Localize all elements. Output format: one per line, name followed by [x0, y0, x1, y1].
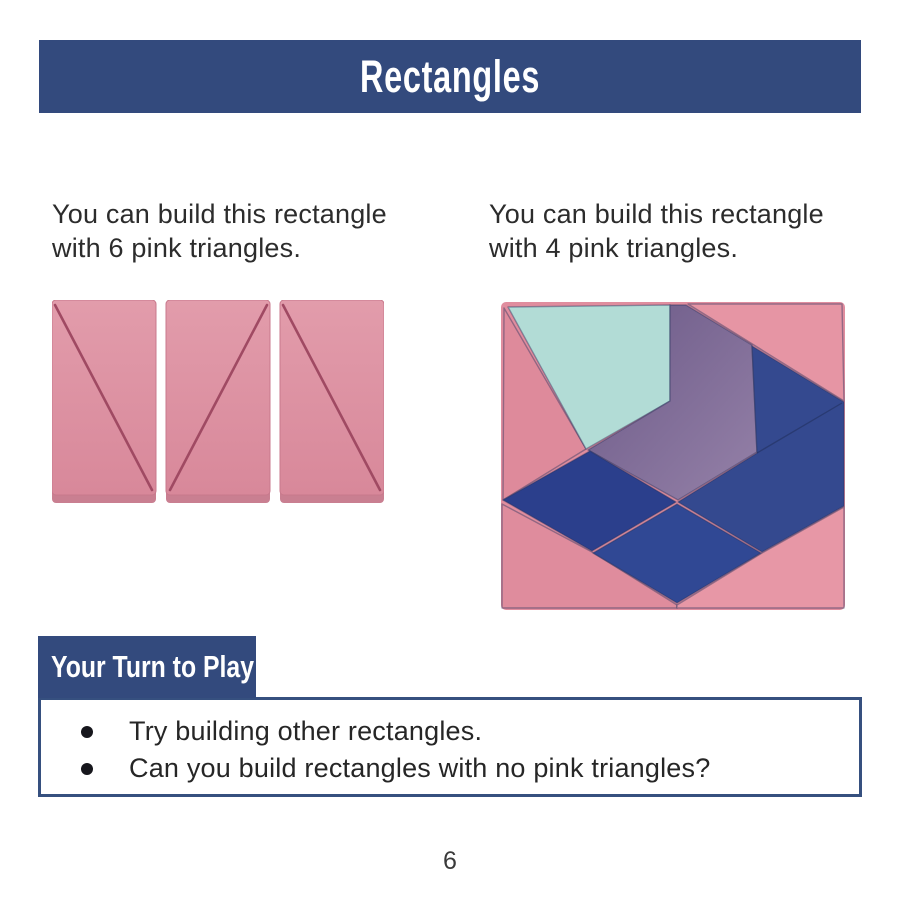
pink-block-1	[52, 300, 156, 503]
bullet-text: Can you build rectangles with no pink triangles?	[129, 753, 711, 783]
your-turn-box	[38, 697, 862, 797]
bullet-item	[41, 750, 859, 787]
caption-line: You can build this rectangle	[52, 199, 387, 229]
pink-block-3	[280, 300, 384, 503]
page-header-banner	[39, 40, 861, 113]
bullet-text: Try building other rectangles.	[129, 716, 483, 746]
bullet-item	[41, 713, 859, 750]
page-title: Rectangles	[359, 50, 541, 102]
caption-line: with 6 pink triangles.	[52, 233, 302, 263]
your-turn-banner-label: Your Turn to Play	[51, 649, 255, 684]
caption-six-triangles	[52, 197, 472, 265]
figure-six-pink-triangles	[52, 300, 384, 505]
caption-line: You can build this rectangle	[489, 199, 824, 229]
bullet-dot-icon	[81, 763, 93, 775]
bullet-dot-icon	[81, 726, 93, 738]
pink-block-2	[166, 300, 270, 503]
figure-four-pink-triangles	[500, 301, 846, 612]
your-turn-banner	[38, 636, 256, 698]
caption-four-triangles	[489, 197, 889, 265]
caption-line: with 4 pink triangles.	[489, 233, 739, 263]
page-number: 6	[443, 847, 457, 875]
